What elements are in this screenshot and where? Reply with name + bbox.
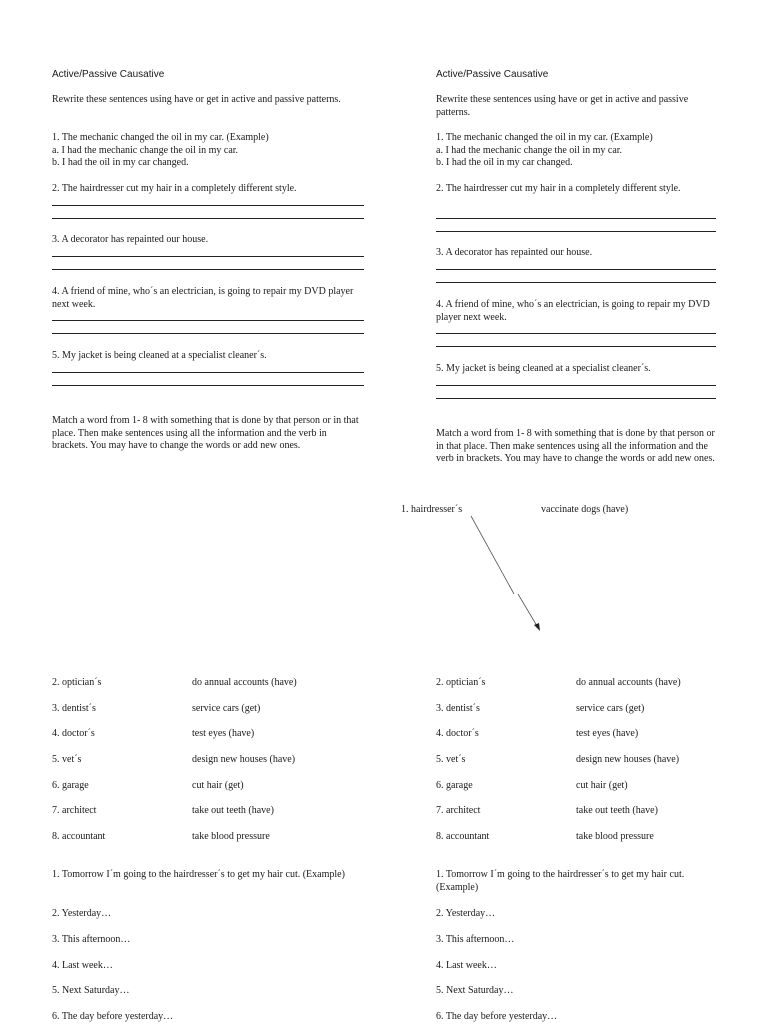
match-word: 6. garage (52, 780, 89, 791)
example-question: 1. The mechanic changed the oil in my car. (Example) (436, 132, 653, 143)
match-activity: service cars (get) (576, 703, 645, 714)
match-activity: take blood pressure (576, 831, 654, 842)
match-activity: take out teeth (have) (192, 805, 274, 816)
example-question: 1. The mechanic changed the oil in my car. (Example) (52, 132, 269, 143)
arrow-line-upper (471, 516, 514, 594)
sentence-prompt: 4. Last week… (52, 960, 113, 971)
match-word: 2. optician´s (436, 677, 486, 688)
match-word: 7. architect (52, 805, 97, 816)
sentence-prompt: 3. This afternoon… (436, 934, 515, 945)
example-answer-a: a. I had the mechanic change the oil in my car. (436, 145, 623, 156)
exercise-2: 2. The hairdresser cut my hair in a completely different style. (436, 183, 681, 194)
match-word: 5. vet´s (52, 754, 82, 765)
match-activity: service cars (get) (192, 703, 261, 714)
match-activity: cut hair (get) (192, 780, 244, 791)
match-activity: do annual accounts (have) (576, 677, 681, 688)
worksheet-title: Active/Passive Causative (436, 69, 549, 80)
match-activity: take blood pressure (192, 831, 270, 842)
sentence-prompt: 3. This afternoon… (52, 934, 131, 945)
sentence-prompt: 2. Yesterday… (52, 908, 112, 919)
sentence-example: 1. Tomorrow I´m going to the hairdresser´s to get my hair cut. (Example) (52, 869, 345, 880)
match-example-activity: vaccinate dogs (have) (541, 504, 629, 515)
arrow-line-lower (518, 594, 537, 626)
sentence-prompt: 6. The day before yesterday… (436, 1011, 558, 1022)
exercise-4: 4. A friend of mine, who´s an electrician, is going to repair my DVD player next week. (52, 286, 354, 310)
sentence-prompt: 5. Next Saturday… (52, 985, 130, 996)
arrow-head (534, 623, 540, 631)
match-activity: cut hair (get) (576, 780, 628, 791)
match-word: 7. architect (436, 805, 481, 816)
match-word: 4. doctor´s (52, 728, 95, 739)
instructions: Rewrite these sentences using have or get in active and passive patterns. (52, 94, 341, 105)
match-activity: test eyes (have) (576, 728, 639, 739)
match-word: 8. accountant (52, 831, 106, 842)
exercise-5: 5. My jacket is being cleaned at a specialist cleaner´s. (52, 350, 267, 361)
example-answer-a: a. I had the mechanic change the oil in my car. (52, 145, 239, 156)
sentence-prompt: 6. The day before yesterday… (52, 1011, 174, 1022)
match-example-word: 1. hairdresser´s (401, 504, 463, 515)
instructions: Rewrite these sentences using have or get in active and passive patterns. (436, 94, 689, 118)
match-word: 5. vet´s (436, 754, 466, 765)
exercise-3: 3. A decorator has repainted our house. (436, 247, 593, 258)
sentence-prompt: 4. Last week… (436, 960, 497, 971)
match-instructions: Match a word from 1- 8 with something that is done by that person or in that place. Then make sentences using all the information and the verb in brackets. You may have to change the words or add new ones. (52, 415, 359, 451)
example-answer-b: b. I had the oil in my car changed. (436, 157, 573, 168)
match-word: 8. accountant (436, 831, 490, 842)
match-word: 3. dentist´s (436, 703, 480, 714)
exercise-5: 5. My jacket is being cleaned at a specialist cleaner´s. (436, 363, 651, 374)
match-word: 4. doctor´s (436, 728, 479, 739)
exercise-2: 2. The hairdresser cut my hair in a completely different style. (52, 183, 297, 194)
match-activity: design new houses (have) (192, 754, 296, 765)
match-word: 3. dentist´s (52, 703, 96, 714)
sentence-prompt: 5. Next Saturday… (436, 985, 514, 996)
match-activity: design new houses (have) (576, 754, 680, 765)
exercise-4: 4. A friend of mine, who´s an electrician, is going to repair my DVD player next week. (436, 299, 710, 323)
match-instructions: Match a word from 1- 8 with something that is done by that person or in that place. Then make sentences using all the information and the verb in brackets. You may have to change the words or add new ones. (436, 428, 715, 464)
worksheet-title: Active/Passive Causative (52, 69, 165, 80)
sentence-example: 1. Tomorrow I´m going to the hairdresser´s to get my hair cut. (Example) (436, 869, 685, 893)
match-word: 2. optician´s (52, 677, 102, 688)
match-activity: do annual accounts (have) (192, 677, 297, 688)
example-answer-b: b. I had the oil in my car changed. (52, 157, 189, 168)
match-activity: take out teeth (have) (576, 805, 658, 816)
exercise-3: 3. A decorator has repainted our house. (52, 234, 209, 245)
match-word: 6. garage (436, 780, 473, 791)
match-activity: test eyes (have) (192, 728, 255, 739)
sentence-prompt: 2. Yesterday… (436, 908, 496, 919)
